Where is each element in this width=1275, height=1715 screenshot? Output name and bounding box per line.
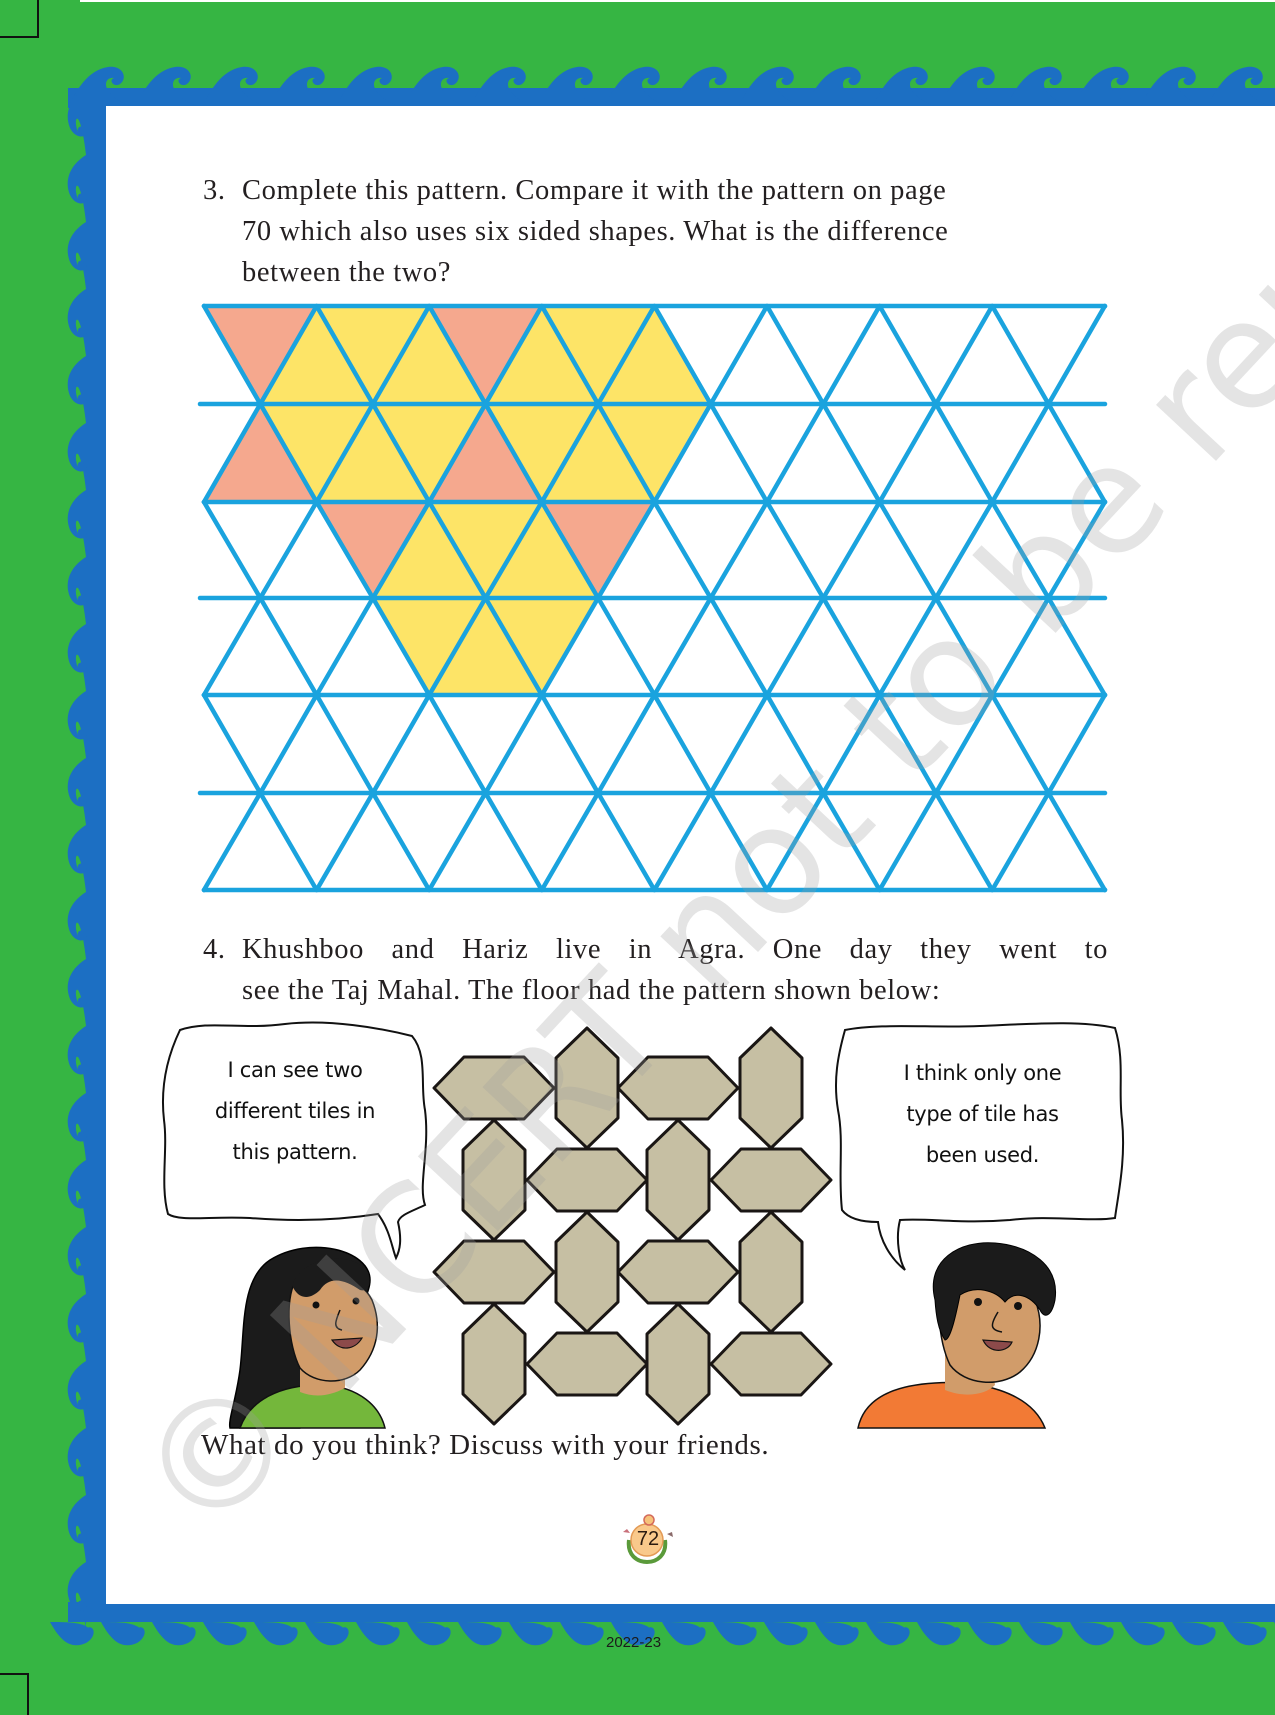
badge-flower-icon (667, 1532, 673, 1537)
hexagon-tile-horizontal (527, 1333, 647, 1395)
question-4-text (242, 929, 1108, 1011)
question-4-line: Khushboo and Hariz live in Agra. One day they went to (242, 929, 1108, 970)
speech-line: I think only one (855, 1053, 1110, 1094)
boy-illustration-hariz (858, 1243, 1056, 1428)
badge-bird-icon (644, 1515, 654, 1525)
badge-flower-icon (623, 1529, 630, 1533)
hexagon-tile-vertical (463, 1304, 525, 1424)
hexagon-tile-horizontal (618, 1241, 738, 1303)
question-3-number: 3. (203, 170, 226, 211)
question-3-line: Complete this pattern. Compare it with the pattern on page (242, 170, 1108, 211)
taj-mahal-tile-pattern (434, 1028, 831, 1424)
girl-eye-left (313, 1302, 320, 1309)
hexagon-tile-horizontal (527, 1149, 647, 1211)
hexagon-tile-vertical (556, 1028, 618, 1148)
question-3-line: between the two? (242, 252, 1108, 293)
speech-text-girl (170, 1050, 420, 1173)
year-label: 2022-23 (606, 1634, 661, 1651)
speech-line: different tiles in (170, 1091, 420, 1132)
hexagon-tile-vertical (463, 1120, 525, 1240)
speech-line: I can see two (170, 1050, 420, 1091)
hexagon-tile-vertical (647, 1120, 709, 1240)
girl-illustration-khushboo (230, 1247, 385, 1428)
question-4-line: see the Taj Mahal. The floor had the pattern shown below: (242, 970, 1108, 1011)
hexagon-tile-horizontal (434, 1057, 554, 1119)
hexagon-tile-vertical (647, 1304, 709, 1424)
closing-prompt: What do you think? Discuss with your friends. (201, 1429, 769, 1462)
boy-eye-left (974, 1298, 982, 1306)
hexagon-tile-vertical (740, 1028, 802, 1148)
hexagon-tile-horizontal (711, 1333, 831, 1395)
speech-line: type of tile has (855, 1094, 1110, 1135)
triangle-grid-pattern (200, 306, 1105, 890)
speech-text-boy (855, 1053, 1110, 1176)
question-4-number: 4. (203, 929, 226, 970)
hexagon-tile-horizontal (618, 1057, 738, 1119)
girl-eye-right (353, 1298, 360, 1305)
hexagon-tile-horizontal (434, 1241, 554, 1303)
speech-line: this pattern. (170, 1132, 420, 1173)
hexagon-tile-vertical (556, 1212, 618, 1332)
hexagon-tile-horizontal (711, 1149, 831, 1211)
speech-line: been used. (855, 1135, 1110, 1176)
question-3-line: 70 which also uses six sided shapes. What is the difference (242, 211, 1108, 252)
boy-eye-right (1014, 1302, 1022, 1310)
hexagon-tile-vertical (740, 1212, 802, 1332)
page-number: 72 (633, 1528, 663, 1551)
